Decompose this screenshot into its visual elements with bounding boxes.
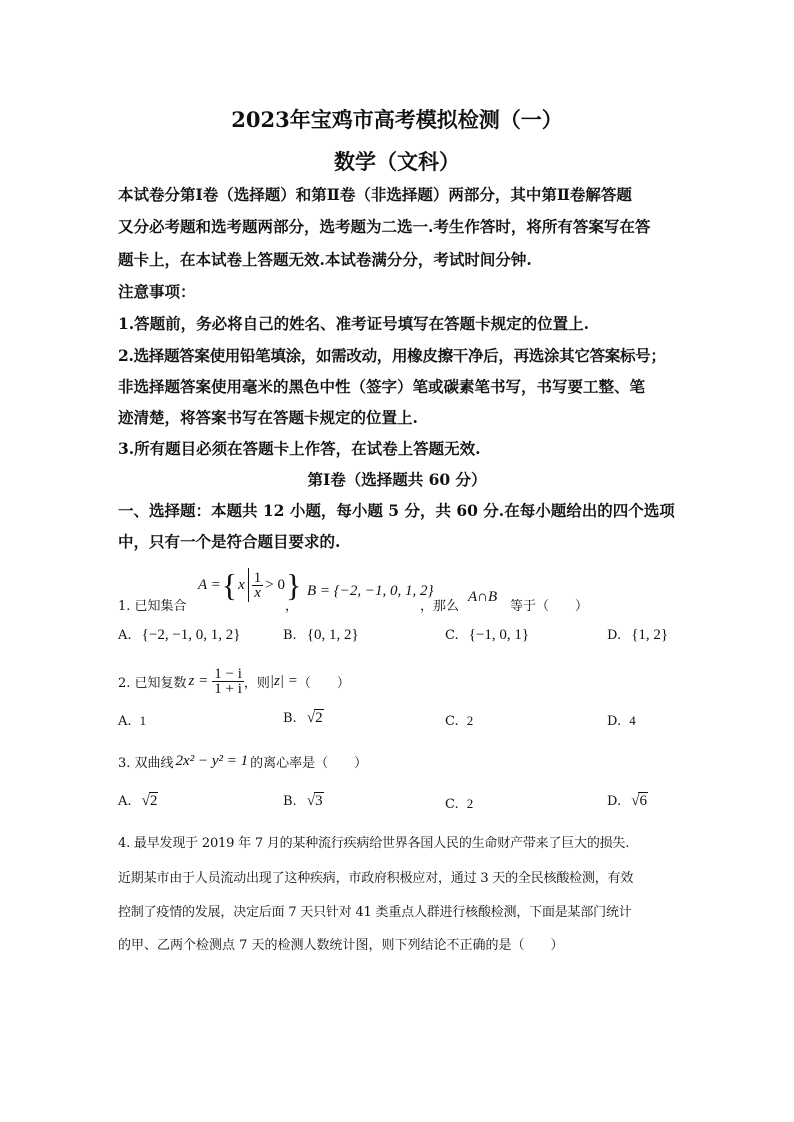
- q2-frac-num: 1 − i: [214, 665, 242, 682]
- q2-frac-den: 1 + i: [214, 680, 242, 697]
- q1-set-bar: [248, 568, 249, 602]
- q3-option-c-value: 2: [466, 796, 474, 811]
- q2-option-b-sqrt: √2: [306, 710, 323, 726]
- q3-option-d-value: 6: [639, 793, 647, 809]
- q4-line-4: 的甲、乙两个检测点 7 天的检测人数统计图，则下列结论不正确的是（ ）: [118, 938, 564, 953]
- page-title: 2023年宝鸡市高考模拟检测（一）: [231, 107, 563, 132]
- q2-stem: [118, 662, 350, 700]
- q3-equation: 2x² − y² = 1: [175, 752, 249, 769]
- q1-left-brace: {: [221, 566, 238, 603]
- section-instruction-line-1: 一、选择题：本题共 12 小题，每小题 5 分，共 60 分.在每小题给出的四个选项: [118, 501, 675, 520]
- section-instruction-line-2: 中，只有一个是符合题目要求的.: [118, 532, 341, 551]
- notes-item-1: 1.答题前，务必将自己的姓名、准考证号填写在答题卡规定的位置上.: [118, 314, 590, 333]
- q3-option-b: [283, 792, 324, 810]
- q1-option-a: [118, 627, 241, 644]
- q1-option-c-letter: C.: [445, 628, 459, 643]
- q2-lhs: z =: [188, 672, 209, 689]
- q3-option-d: [607, 792, 648, 810]
- q2-option-a-letter: A.: [118, 714, 132, 729]
- q1-set-a-lhs: A =: [198, 576, 221, 593]
- intro-line-1: 本试卷分第Ⅰ卷（选择题）和第Ⅱ卷（非选择题）两部分，其中第Ⅱ卷解答题: [118, 185, 632, 204]
- q3-option-b-letter: B.: [283, 794, 297, 809]
- q3-stem: [118, 750, 367, 772]
- q2-option-a-value: 1: [139, 713, 147, 728]
- q1-suffix: 等于（ ）: [510, 599, 589, 614]
- q1-set-b: B = {−2, −1, 0, 1, 2}: [307, 583, 434, 599]
- q2-option-d-letter: D.: [607, 714, 622, 729]
- q3-option-b-value: 3: [315, 793, 323, 809]
- q2-option-b: [283, 709, 324, 727]
- q2-option-b-letter: B.: [283, 711, 297, 726]
- intro-line-2: 又分必考题和选考题两部分，选考题为二选一.考生作答时，将所有答案写在答: [118, 217, 651, 236]
- q1-frac-den: x: [254, 584, 261, 601]
- intro-line-3: 题卡上，在本试卷上答题无效.本试卷满分分，考试时间分钟.: [118, 250, 532, 269]
- q2-option-c: [445, 713, 473, 729]
- q3-option-c: [445, 796, 473, 812]
- q3-option-c-letter: C.: [445, 797, 459, 812]
- q1-option-d: [607, 627, 668, 644]
- q1-comma: ，: [285, 599, 299, 614]
- q3-option-a-sqrt: √2: [141, 793, 158, 809]
- page-subtitle: 数学（文科）: [334, 149, 460, 174]
- q2-option-b-value: 2: [315, 710, 323, 726]
- q2-option-d: [607, 713, 636, 729]
- q2-suffix: （ ）: [297, 675, 350, 691]
- q3-option-b-sqrt: √3: [306, 793, 323, 809]
- q1-set-a-var: x: [238, 576, 245, 593]
- q2-option-a: [118, 713, 146, 729]
- notes-item-3: 3.所有题目必须在答题卡上作答，在试卷上答题无效.: [118, 439, 481, 458]
- q1-set-a-cond: > 0: [265, 576, 286, 593]
- q3-option-a-value: 2: [149, 793, 158, 809]
- q1-option-c-value: {−1, 0, 1}: [468, 627, 530, 643]
- q2-option-d-value: 4: [629, 713, 636, 728]
- q1-prefix: 1. 已知集合: [118, 599, 187, 614]
- q2-option-c-value: 2: [466, 713, 474, 728]
- notes-heading: 注意事项：: [118, 282, 196, 301]
- q1-mid: ，那么: [420, 599, 460, 614]
- q3-prefix: 3. 双曲线: [118, 755, 174, 771]
- q1-option-d-letter: D.: [607, 628, 622, 643]
- q3-option-d-sqrt: √6: [631, 793, 647, 809]
- q3-suffix: 的离心率是（ ）: [250, 755, 368, 771]
- q4-line-2: 近期某市由于人员流动出现了这种疾病，市政府积极应对，通过 3 天的全民核酸检测，有效: [118, 871, 634, 886]
- q3-option-d-letter: D.: [607, 794, 622, 809]
- q1-option-b-letter: B.: [283, 628, 297, 643]
- q1-option-b-value: {0, 1, 2}: [306, 627, 359, 643]
- q3-option-a: [118, 792, 158, 810]
- notes-item-2-line-3: 迹清楚，将答案书写在答题卡规定的位置上.: [118, 408, 418, 427]
- q4-line-1: 4. 最早发现于 2019 年 7 月的某种流行疾病给世界各国人民的生命财产带来了巨大的损失.: [118, 836, 630, 851]
- q2-abs: |z| =: [269, 672, 298, 689]
- q1-option-b: [283, 627, 359, 644]
- section-title: 第Ⅰ卷（选择题共 60 分）: [307, 470, 487, 489]
- q1-option-c: [445, 627, 529, 644]
- notes-item-2-line-1: 2.选择题答案使用铅笔填涂，如需改动，用橡皮擦干净后，再选涂其它答案标号；: [118, 346, 666, 365]
- q1-option-d-value: {1, 2}: [631, 627, 669, 643]
- q2-prefix: 2. 已知复数: [118, 675, 187, 691]
- q4-line-3: 控制了疫情的发展，决定后面 7 天只针对 41 类重点人群进行核酸检测，下面是某部门统计: [118, 905, 632, 920]
- q2-mid: ，则: [243, 675, 270, 691]
- q1-option-a-letter: A.: [118, 628, 132, 643]
- q3-option-a-letter: A.: [118, 794, 132, 809]
- q1-expr: A∩B: [468, 589, 498, 605]
- q1-right-brace: }: [286, 566, 302, 603]
- q2-option-c-letter: C.: [445, 714, 459, 729]
- q1-frac-num: 1: [253, 569, 262, 586]
- q1-fraction: [252, 571, 264, 600]
- notes-item-2-line-2: 非选择题答案使用毫米的黑色中性（签字）笔或碳素笔书写，书写要工整、笔: [118, 377, 646, 396]
- q2-fraction: [212, 667, 244, 696]
- q1-option-a-value: {−2, −1, 0, 1, 2}: [141, 627, 241, 643]
